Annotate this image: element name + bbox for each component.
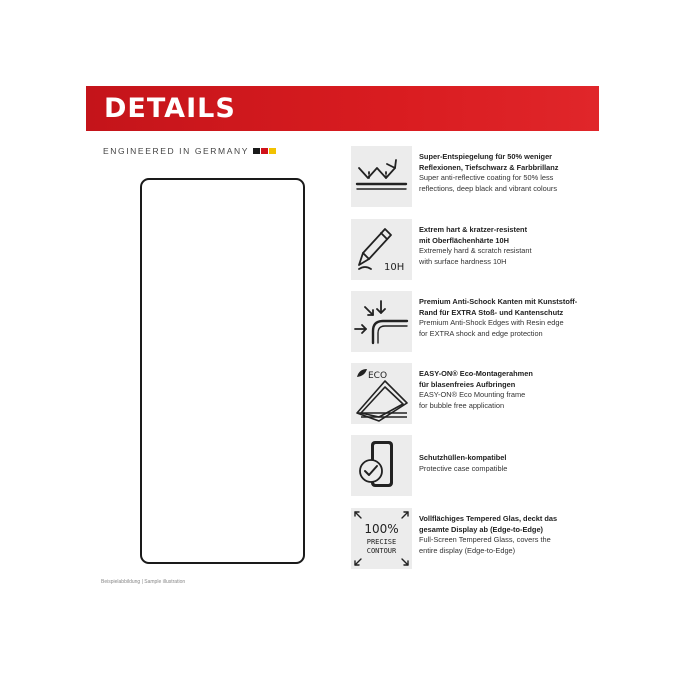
engineered-text: ENGINEERED IN GERMANY xyxy=(103,146,250,156)
anti-shock-edge-icon xyxy=(351,291,412,352)
feature-text-en: Extremely hard & scratch resistant xyxy=(419,246,532,255)
eco-mounting-frame-icon xyxy=(351,363,412,424)
icon-label-contour: CONTOUR xyxy=(366,547,397,555)
feature-title-de: Extrem hart & kratzer-resistent xyxy=(419,225,528,234)
feature-title-de: EASY-ON® Eco-Montagerahmen xyxy=(419,369,533,378)
feature-text-en: with surface hardness 10H xyxy=(419,256,507,266)
feature-title-de: für blasenfreies Aufbringen xyxy=(419,379,516,389)
icon-label-10h: 10H xyxy=(384,262,405,273)
engineered-in-germany xyxy=(103,146,277,156)
feature-title-de: Premium Anti-Schock Kanten mit Kunststoff- xyxy=(419,297,578,306)
feature-title-de: Super-Entspiegelung für 50% weniger xyxy=(419,152,553,161)
feature-text-en: Premium Anti-Shock Edges with Resin edge xyxy=(419,318,564,327)
feature-text-en: EASY-ON® Eco Mounting frame xyxy=(419,390,526,399)
feature-text-en: entire display (Edge-to-Edge) xyxy=(419,545,516,555)
anti-reflective-icon xyxy=(351,146,412,207)
feature-text-en: reflections, deep black and vibrant colours xyxy=(419,183,558,193)
feature-precise-contour xyxy=(351,508,596,570)
banner-title: DETAILS xyxy=(104,93,236,124)
feature-title-de: Reflexionen, Tiefschwarz & Farbbrillanz xyxy=(419,162,559,172)
feature-case-compatible xyxy=(351,435,596,497)
feature-text-en: for EXTRA shock and edge protection xyxy=(419,328,543,338)
hardness-pen-icon xyxy=(351,219,412,280)
feature-anti-reflective xyxy=(351,146,596,208)
icon-label-100-percent: 100% xyxy=(364,522,399,536)
feature-anti-shock xyxy=(351,291,596,353)
feature-text-en: Protective case compatible xyxy=(419,463,508,473)
icon-label-eco: ECO xyxy=(368,371,388,381)
precise-contour-icon xyxy=(351,508,412,569)
icon-label-precise: PRECISE xyxy=(366,538,397,546)
feature-title-de: Rand für EXTRA Stoß- und Kantenschutz xyxy=(419,307,564,317)
feature-text-en: Full-Screen Tempered Glass, covers the xyxy=(419,535,551,544)
feature-text-en: Super anti-reflective coating for 50% less xyxy=(419,173,554,182)
feature-title-de: Schutzhüllen-kompatibel xyxy=(419,453,507,462)
sample-illustration-caption: Beispielabbildung | Sample illustration xyxy=(101,579,186,585)
feature-title-de: Vollflächiges Tempered Glas, deckt das xyxy=(419,514,558,523)
case-compatible-icon xyxy=(351,435,412,496)
leaf-icon xyxy=(357,369,367,377)
phone-outline-illustration xyxy=(140,178,305,564)
feature-text-en: for bubble free application xyxy=(419,400,505,410)
feature-title-de: mit Oberflächenhärte 10H xyxy=(419,235,509,245)
feature-eco-mounting xyxy=(351,363,596,425)
details-banner xyxy=(86,86,599,131)
feature-title-de: gesamte Display ab (Edge-to-Edge) xyxy=(419,524,544,534)
german-flag-icon xyxy=(253,148,277,154)
feature-hardness xyxy=(351,219,596,281)
